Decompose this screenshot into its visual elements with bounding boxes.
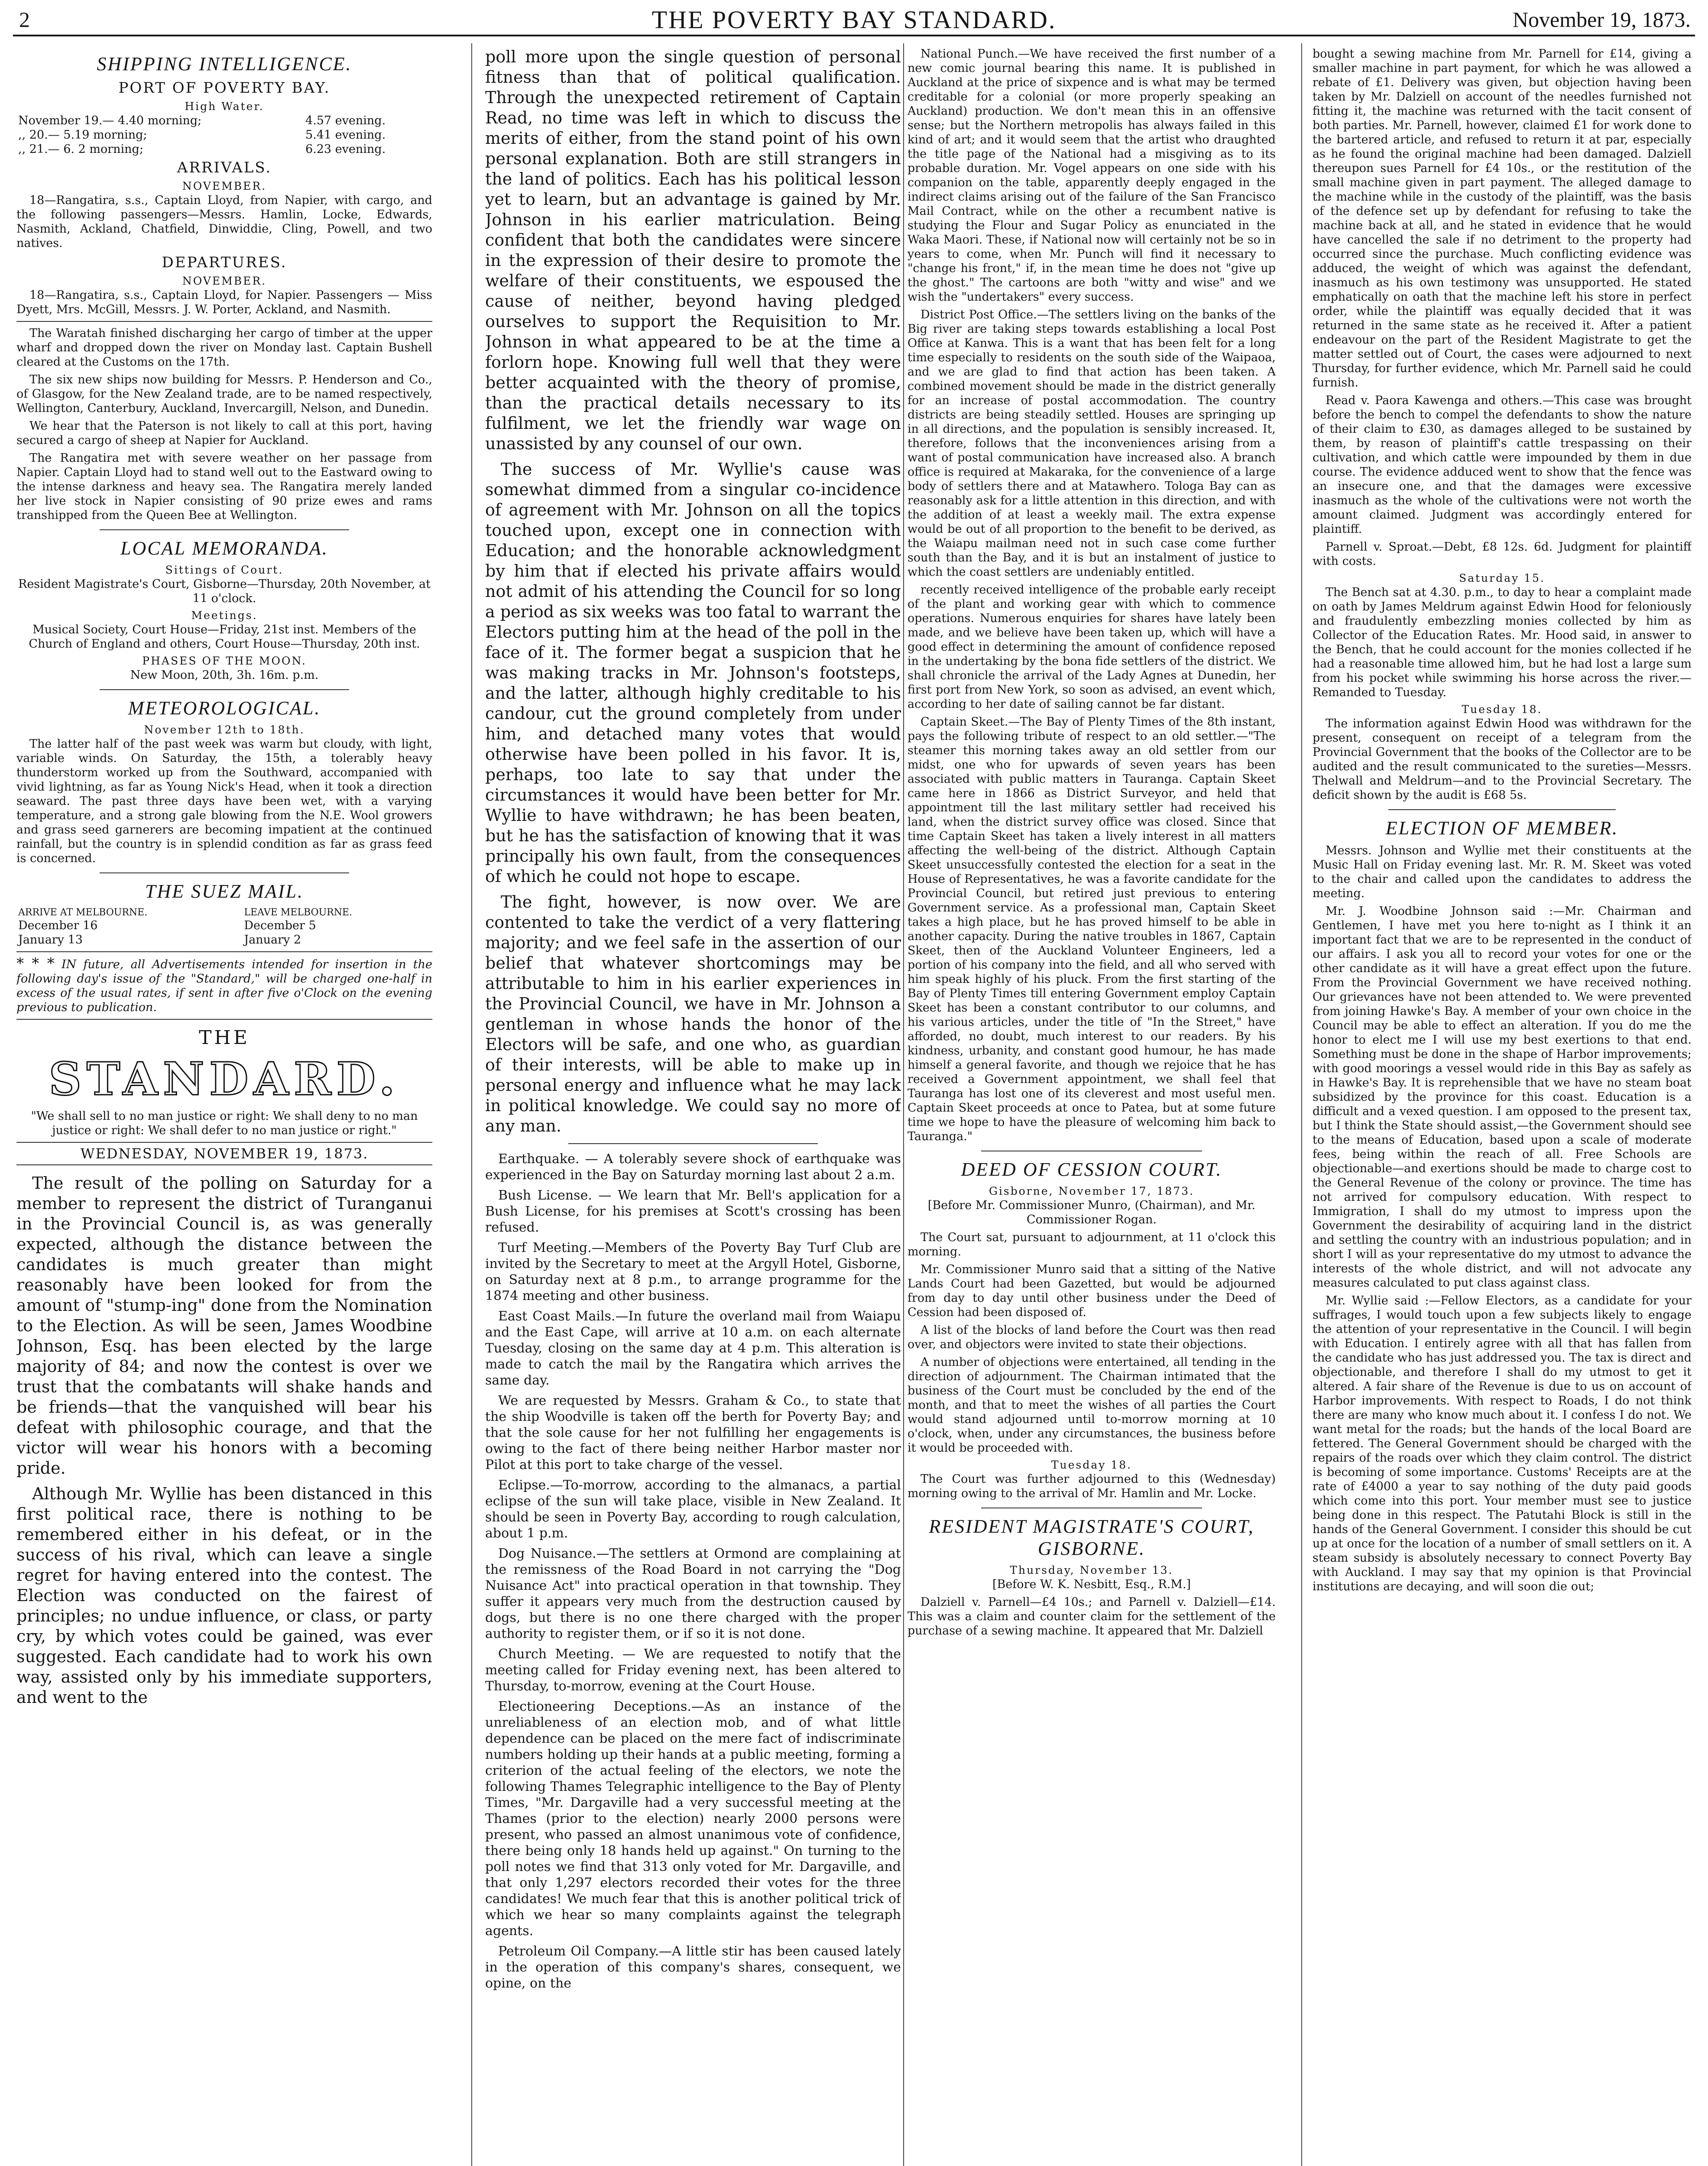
column-header: LEAVE MELBOURNE.	[244, 907, 352, 918]
suez-mail-table	[16, 907, 432, 947]
tide-morning: ,, 20.— 5.19 morning;	[18, 128, 147, 142]
departures-text: 18—Rangatira, s.s., Captain Lloyd, for Napier. Passengers — Miss Dyett, Mrs. McGill, Messrs. J. W. Porter, Ackland, and Nasmith.	[16, 289, 432, 316]
issue-date: November 19, 1873.	[1512, 7, 1691, 32]
column-1	[16, 47, 432, 2166]
column-rule	[471, 43, 472, 2166]
sittings-text: Resident Magistrate's Court, Gisborne—Thursday, 20th November, at 11 o'clock.	[18, 577, 431, 605]
editorial-paragraph: The result of the polling on Saturday for a member to represent the district of Turanganui in the Provincial Council is, as was generally expected, although the distance between the candidates is much greater than might reasonably have been looked for from the amount of "stump-ing" done from the Nomination to the Election. As will be seen, James Woodbine Johnson, Esq. has been elected by the large majority of 84; and now the contest is over we trust that the combatants will shake hands and be friends—that the vanquished will bear his defeat with philosophic courage, and that the victor will wear his honors with a becoming pride.	[16, 1174, 432, 1478]
editorial-paragraph: poll more upon the single question of personal fitness than that of political qualification. Through the unexpected retirement of Captain Read, no time was left in which to discuss the merits of either, from the stand point of his own personal explanation. Both are still strangers in the land of politics. Each has his political lesson yet to learn, but an advantage is gained by Mr. Johnson in his earlier matriculation. Being confident that both the candidates were sincere in the expression of their desire to promote the welfare of their constituents, we espoused the cause of neither, beyond having pledged ourselves to support the Requisition to Mr. Johnson in what appeared to be at the time a forlorn hope. Knowing full well that they were better acquainted with the theory of promise, than the practical details necessary to its fulfilment, we let the friendly war wage on unassisted by any counsel of our own.	[485, 47, 901, 453]
table-row	[16, 918, 432, 933]
tide-table	[16, 113, 432, 156]
arrivals-month: NOVEMBER.	[182, 180, 267, 192]
cession-paragraph: The Court sat, pursuant to adjournment, at 11 o'clock this morning.	[907, 1231, 1276, 1258]
court-case: The information against Edwin Hood was withdrawn for the present, consequent on receipt of a telegram from the Provincial Government that the books of the Collector are to be audited and the result communicated to the sureties—Messrs. Thelwall and Meldrum—and to the Provincial Secretary. The deficit shown by the audit is £68 5s.	[1313, 717, 1692, 802]
court-case: Parnell v. Sproat.—Debt, £8 12s. 6d. Judgment for plaintiff with costs.	[1313, 540, 1692, 568]
shipping-heading: SHIPPING INTELLIGENCE.	[97, 53, 352, 75]
meetings-label: Meetings.	[191, 609, 258, 622]
election-paragraph: Mr. J. Woodbine Johnson said :—Mr. Chairman and Gentlemen, I have met you here to-night as I think it an important fact that we are to be represented in the conduct of our affairs. I ask you all to record your votes for one or the other candidate as it will have a great effect upon the future. From the Provincial Government we have received nothing. Our grievances have not been attended to. We were prevented from joining Hawke's Bay. A member of your own choice in the Council may be able to effect an alteration. If you do me the honor to elect me I will use my best exertions to that end. Something must be done in the shape of Harbor improvements; with good moorings a vessel would ride in this Bay as safely as in Hawke's Bay. It is reprehensible that we have no steam boat subsidized by the province for this coast. Education is a difficult and a vexed question. I am opposed to the present tax, but I think the State should assist,—the Government should see to the means of Education, based upon a scale of moderate fees, being within the reach of all. Free Schools are objectionable—and exertions should be made to charge cost to the General Revenue of the colony or province. The time has not arrived for compulsory education. With respect to Immigration, I shall do my utmost to impress upon the Government the desirability of acquiring land in the district and settling the country with an industrious population; and in short I will as your representative do my utmost to advance the interests of the whole district, and will not advocate any measures calculated to put class against class.	[1313, 905, 1692, 1290]
news-item: Earthquake. — A tolerably severe shock of earthquake was experienced in the Bay on Saturday morning last about 2 a.m.	[485, 1151, 901, 1183]
cession-paragraph: Mr. Commissioner Munro said that a sitting of the Native Lands Court had been Gazetted, but would be adjourned from day to day until other business under the Deed of Cession had been disposed of.	[907, 1263, 1276, 1319]
table-row	[16, 113, 432, 128]
standard-nameplate: STANDARD.	[49, 1052, 400, 1106]
high-water-label: High Water.	[185, 100, 264, 113]
cession-paragraph: The Court was further adjourned to this (Wednesday) morning owing to the arrival of Mr. Hamlin and Mr. Locke.	[907, 1472, 1276, 1500]
court-case: Read v. Paora Kawenga and others.—This case was brought before the bench to compel the defendants to show the nature of their claim to £30, as damages alleged to be sustained by them, by reason of plaintiff's cattle trespassing on their cultivation, and which cattle were impounded by them in due course. The evidence adduced went to show that the fence was an insecure one, and that the damages were excessive inasmuch as the whole of the cultivations were not worth the amount claimed. Judgment was accordingly entered for plaintiff.	[1313, 394, 1692, 536]
tide-evening: 6.23 evening.	[305, 143, 386, 156]
divider	[100, 689, 349, 690]
tide-evening: 5.41 evening.	[305, 128, 386, 142]
shipping-paragraph: The Rangatira met with severe weather on her passage from Napier. Captain Lloyd had to stand well out to the Eastward owing to the intense darkness and heavy sea. The Rangatira merely landed her live stock in Napier consisting of 90 prize ewes and rams transhipped from the Queen Bee at Wellington.	[16, 451, 432, 522]
tide-evening: 4.57 evening.	[305, 114, 386, 127]
arrive-date: January 13	[18, 933, 83, 947]
news-item: Petroleum Oil Company.—A little stir has been caused lately in the operation of this company's shares, consequent, we opine, on the	[485, 1944, 901, 1991]
moon-phases-label: PHASES OF THE MOON.	[142, 655, 307, 667]
election-heading: ELECTION OF MEMBER.	[1385, 817, 1619, 839]
table-row	[16, 128, 432, 142]
column-rule	[1301, 43, 1302, 2166]
divider	[100, 872, 349, 873]
news-item: We are requested by Messrs. Graham & Co., to state that the ship Woodville is taken off the berth for Poverty Bay; and that the sole cause for her not fulfilling her engagements is owing to the fact of there being neither Harbor master nor Pilot at this port to take charge of the vessel.	[485, 1393, 901, 1472]
cession-paragraph: A number of objections were entertained, all tending in the direction of adjournment. The Chairman intimated that the business of the Court must be concluded by the end of the month, and that to meet the wishes of all parties the Court would stand adjourned until to-morrow morning at 10 o'clock, when, under any circumstances, the business before it would be proceeded with.	[907, 1355, 1276, 1455]
tuesday-label: Tuesday 18.	[1462, 703, 1543, 716]
resident-bench: [Before W. K. Nesbitt, Esq., R.M.]	[992, 1578, 1191, 1591]
news-item: Church Meeting. — We are requested to notify that the meeting called for Friday evening next, has been altered to Thursday, to-morrow, evening at the Court House.	[485, 1647, 901, 1694]
leave-date: December 5	[244, 919, 316, 932]
divider	[16, 321, 432, 322]
asterism-mark: * * *	[16, 955, 55, 972]
court-case: Dalziell v. Parnell—£4 10s.; and Parnell v. Dalziell—£14. This was a claim and counter claim for the settlement of the purchase of a sewing machine. It appeared that Mr. Dalziell	[907, 1595, 1276, 1637]
column-2	[485, 47, 901, 2166]
news-item: Turf Meeting.—Members of the Poverty Bay Turf Club are invited by the Secretary to meet at the Argyll Hotel, Gisborne, on Saturday next at 8 p.m., to arrange programme for the 1874 meeting and other business.	[485, 1240, 901, 1303]
shipping-paragraph: The six new ships now building for Messrs. P. Henderson and Co., of Glasgow, for the New Zealand trade, are to be named respectively, Wellington, Canterbury, Auckland, Invercargill, Nelson, and Dunedin.	[16, 373, 432, 415]
column-header: ARRIVE AT MELBOURNE.	[18, 907, 148, 918]
notice-text: IN future, all Advertisements intended for insertion in the following day's issue of the "Standard," will be charged one-half in excess of the usual rates, if sent in after five o'Clock on the evening previous to publication.	[16, 958, 432, 1014]
suez-mail-heading: THE SUEZ MAIL.	[145, 881, 304, 902]
editorial-dateline: WEDNESDAY, NOVEMBER 19, 1873.	[16, 1142, 432, 1165]
cession-bench: [Before Mr. Commissioner Munro, (Chairman), and Mr. Commissioner Rogan.	[927, 1199, 1256, 1226]
leave-date: January 2	[244, 933, 301, 947]
newspaper-title: THE POVERTY BAY STANDARD.	[651, 6, 1057, 34]
departures-heading: DEPARTURES.	[162, 254, 287, 271]
shipping-paragraph: We hear that the Paterson is not likely to call at this port, having secured a cargo of sheep at Napier for Auckland.	[16, 419, 432, 447]
tide-morning: ,, 21.— 6. 2 morning;	[18, 143, 143, 156]
advertisement-notice	[16, 957, 432, 1015]
local-memoranda-heading: LOCAL MEMORANDA.	[120, 538, 328, 559]
standard-the: THE	[199, 1027, 250, 1049]
news-item: National Punch.—We have received the first number of a new comic journal bearing this name. It is published in Auckland at the price of sixpence and is what may be termed creditable for a colonial (or more properly speaking an Auckland) production. We don't mean this in an offensive sense; but the Northern metropolis has always failed in this kind of art; and it would seem that the artist who draughted the title page of the National had a misgiving as to its probable duration. Mr. Vogel appears on one side with his companion on the table, apparently deeply engaged in the indirect claims arising out of the failure of the San Francisco Mail Contract, while on the other a recumbent native is studying the Flour and Sugar Policy as enunciated in the Waka Maori. These, if National now will certainly not be so in years to come, when Mr. Punch will find it necessary to "change his front," if, in the mean time he does not "give up the ghost." The cartoons are both "witty and wise" and we wish the "undertakers" every success.	[907, 47, 1276, 304]
news-item: Dog Nuisance.—The settlers at Ormond are complaining at the remissness of the Road Board in not carrying the "Dog Nuisance Act" into practical operation in that township. They suffer it appears very much from the destruction caused by dogs, but there is no one there charged with the proper authority to register them, or if so it is not done.	[485, 1546, 901, 1641]
court-case: The Bench sat at 4.30. p.m., to day to hear a complaint made on oath by James Meldrum against Edwin Hood for feloniously and fraudulently embezzling monies collected by him as Collector of the Education Rates. Mr. Hood said, in answer to the Bench, that he could account for the monies collected if he had a reasonable time allowed him, but he had lost a large sum from his pocket while swimming his horse across the river.—Remanded to Tuesday.	[1313, 586, 1692, 699]
meteorological-text: The latter half of the past week was warm but cloudy, with light, variable winds. On Saturday, the 15th, a tolerably heavy thunderstorm worked up from the Southward, accompanied with vivid lightning, as far as Young Nick's Head, when it took a direction seaward. The past three days have been wet, with a varying temperature, and a strong gale blowing from the N.E. Wool growers and grass seed garnerers are becoming impatient at the continued rainfall, but the country is in splendid condition as far as grass feed is concerned.	[16, 737, 432, 865]
table-row	[16, 933, 432, 947]
port-heading: PORT OF POVERTY BAY.	[118, 79, 331, 97]
divider	[16, 1019, 432, 1020]
moon-phases-text: New Moon, 20th, 3h. 16m. p.m.	[130, 668, 319, 682]
page-header	[13, 4, 1695, 36]
resident-magistrate-heading: RESIDENT MAGISTRATE'S COURT, GISBORNE.	[929, 1516, 1254, 1559]
tide-morning: November 19.— 4.40 morning;	[18, 114, 202, 127]
news-item: recently received intelligence of the probable early receipt of the plant and working gear with which to commence operations. Numerous enquiries for shares have lately been made, and we believe have been taken up, which will have a good effect in determining the amount of confidence reposed in the undertaking by the bona fide settlers of the district. We shall chronicle the arrival of the Lady Agnes at Dunedin, her first port from New York, so soon as advised, an event which, according to her date of sailing cannot be far distant.	[907, 583, 1276, 711]
divider	[1388, 809, 1616, 810]
election-paragraph: Messrs. Johnson and Wyllie met their constituents at the Music Hall on Friday evening last. Mr. R. M. Skeet was voted to the chair and called upon the candidates to address the meeting.	[1313, 844, 1692, 900]
column-rule	[903, 43, 904, 2166]
divider	[100, 529, 349, 530]
news-item: Eclipse.—To-morrow, according to the almanacs, a partial eclipse of the sun will take place, visible in New Zealand. It should be seen in Poverty Bay, according to rough calculation, about 1 p.m.	[485, 1478, 901, 1541]
column-3	[907, 47, 1276, 2166]
editorial-paragraph: Although Mr. Wyllie has been distanced in this first political race, there is nothing to be remembered either in his defeat, or in the success of his rival, which can leave a single regret for having entered into the contest. The Election was conducted on the fairest of principles; no undue influence, or class, or party cry, by which votes could be gained, was ever suggested. Each candidate had to work his own way, assisted only by his immediate supporters, and went to the	[16, 1484, 432, 1707]
saturday-label: Saturday 15.	[1459, 572, 1545, 584]
arrivals-heading: ARRIVALS.	[177, 159, 272, 176]
meteorological-heading: METEOROLOGICAL.	[128, 697, 321, 719]
divider	[568, 1143, 818, 1144]
editorial-paragraph: The success of Mr. Wyllie's cause was somewhat dimmed from a singular co-incidence of agreement with Mr. Johnson on all the topics touched upon, except one in connection with Education; and the honorable acknowledgment by him that if elected his private affairs would not admit of his attending the Council for so long a period as six weeks was too fatal to warrant the Electors putting him at the head of the poll in the face of it. The former begat a suspicion that he was making tracks in Mr. Johnson's footsteps, and the latter, although highly creditable to his candour, cut the ground completely from under him, and detached many votes that would otherwise have been polled in his favor. It is, perhaps, too late to say that under the circumstances it would have been better for Mr. Wyllie to have withdrawn; he has been beaten, but he has the satisfaction of knowing that it was principally his own fault, from the consequences of which he could not hope to escape.	[485, 460, 901, 886]
column-4	[1313, 47, 1692, 2166]
meetings-text: Musical Society, Court House—Friday, 21st inst. Members of the Church of England and others, Court House—Thursday, 20th inst.	[29, 623, 420, 651]
court-case: bought a sewing machine from Mr. Parnell for £14, giving a smaller machine in part payment, for which he was allowed a rebate of £1. Delivery was given, but objection having been taken by Mr. Dalziell on account of the needles furnished not fitting it, the machine was returned with the tacit consent of both parties. Mr. Parnell, however, claimed £1 for work done to the bartered article, and refused to return it at par, especially as he found the original machine had been damaged. Dalziell thereupon sues Parnell for £4 10s., or the restitution of the small machine given in part payment. The alleged damage to the machine while in the custody of the plaintiff, was the basis of the defence set up by defendant for refusing to take the machine back at all, and he stated in evidence that he would have cancelled the sale if no detriment to the property had occurred since the purchase. Much conflicting evidence was adduced, the weight of which was against the defendant, inasmuch as his own testimony was unsupported. He stated emphatically on oath that the machine left his store in perfect order, while the plaintiff was equally decided that it was returned in the same state as he received it. After a patient endeavour on the part of the Resident Magistrate to get the matter settled out of Court, the cases were adjourned to next Thursday, for further evidence, which Mr. Parnell said he could furnish.	[1313, 47, 1692, 389]
arrive-date: December 16	[18, 919, 98, 932]
page-number: 2	[19, 7, 30, 32]
standard-motto: "We shall sell to no man justice or right: We shall deny to no man justice or right: We shall defer to no man justice or right."	[31, 1109, 418, 1137]
editorial-paragraph: The fight, however, is now over. We are contented to take the verdict of a very flattering majority; and we feel safe in the assertion of our belief that whatever shortcomings may be attributable to him in his earlier experiences in the Provincial Council, we have in Mr. Johnson a gentleman in whose hands the honor of the Electors will be safe, and one who, as guardian of their interests, will be able to make up in personal energy and influence what he may lack in political knowledge. We could say no more of any man.	[485, 892, 901, 1135]
cession-dateline: Gisborne, November 17, 1873.	[989, 1185, 1195, 1197]
news-item: East Coast Mails.—In future the overland mail from Waiapu and the East Cape, will arrive at 10 a.m. on each alternate Tuesday, closing on the same day at 4 p.m. This alteration is made to catch the mail by the Rangatira which arrives the same day.	[485, 1309, 901, 1388]
divider	[16, 951, 432, 952]
news-item: District Post Office.—The settlers living on the banks of the Big river are taking steps towards establishing a local Post Office at Kanwa. This is a want that has been felt for a long time especially to residents on the south side of the Waipaoa, and we are glad to find that action has been taken. A combined movement should be made in the district generally for an increase of postal accommodation. The country districts are being steadily settled. Houses are springing up in all directions, and the population is sensibly increased. It, therefore, follows that the inconveniences arising from a want of postal communication have increased also. A branch office is required at Makaraka, for the convenience of a large body of settlers there and at Matawhero. Tologa Bay can as reasonably ask for a little attention in this direction, and with the addition of at least a weekly mail. The extra expense would be out of all proportion to the benefit to be derived, as the Waiapu mailman need not in such case come further south than the Bay, and it is but an instalment of justice to which the coast settlers are undeniably entitled.	[907, 308, 1276, 579]
news-item: Electioneering Deceptions.—As an instance of the unreliableness of an election mob, and of what little dependence can be placed on the mere fact of indiscriminate numbers holding up their hands at a public meeting, forming a criterion of the actual feeling of the electors, we note the following Thames Telegraphic intelligence to the Bay of Plenty Times, "Mr. Dargaville had a very successful meeting at the Thames (prior to the election) nearly 2000 persons were present, who passed an almost unanimous vote of confidence, there being only 18 hands held up against." On turning to the poll notes we find that 313 only voted for Mr. Dargaville, and that only 1,297 electors recorded their votes for the three candidates! We much fear that this is another political trick of which we hear so many complaints against the telegraph agents.	[485, 1699, 901, 1939]
departures-month: NOVEMBER.	[182, 275, 267, 287]
meteorological-range: November 12th to 18th.	[144, 723, 305, 736]
sittings-label: Sittings of Court.	[165, 564, 284, 576]
deed-of-cession-heading: DEED OF CESSION COURT.	[961, 1159, 1222, 1180]
shipping-paragraph: The Waratah finished discharging her cargo of timber at the upper wharf and dropped down the river on Monday last. Captain Bushell cleared at the Customs on the 17th.	[16, 327, 432, 369]
cession-tuesday: Tuesday 18.	[1051, 1459, 1132, 1471]
news-item: Captain Skeet.—The Bay of Plenty Times of the 8th instant, pays the following tribute of respect to an old settler.—"The steamer this morning takes away an old settler from our midst, one who for upwards of seven years has been associated with public matters in Tauranga. Captain Skeet came here in 1866 as District Surveyor, and held that appointment till the last military settler had received his land, when the district survey office was closed. Since that time Captain Skeet has taken a lively interest in all matters affecting the well-being of the district. Although Captain Skeet unsuccessfully contested the election for a seat in the House of Representatives, he was a favorite candidate for the Provincial Council, but retired just previous to entering Government service. As a professional man, Captain Skeet takes a high place, but he has proved himself to be able in another capacity. During the native troubles in 1867, Captain Skeet, then of the Auckland Volunteer Engineers, led a portion of his company into the field, and all who served with him speak highly of his pluck. From the first starting of the Bay of Plenty Times till entering Government employ Captain Skeet has been a constant contributor to our columns, and his various articles, under the title of "In the Street," have afforded, no doubt, much interest to our readers. By his kindness, urbanity, and constant good humour, he has made himself a general favorite, and though we rejoice that he has received a Government appointment, we shall feel that Tauranga has lost one of its cleverest and most useful men. Captain Skeet proceeds at once to Patea, but at some future time we hope to have the pleasure of welcoming him back to Tauranga."	[907, 715, 1276, 1143]
resident-dateline: Thursday, November 13.	[1010, 1564, 1173, 1576]
cession-paragraph: A list of the blocks of land before the Court was then read over, and objectors were invited to state their objections.	[907, 1323, 1276, 1351]
arrivals-text: 18—Rangatira, s.s., Captain Lloyd, from Napier, with cargo, and the following passengers—Messrs. Hamlin, Locke, Edwards, Nasmith, Ackland, Chatfield, Dinwiddie, Cling, Powell, and two natives.	[16, 194, 432, 250]
table-row	[16, 142, 432, 156]
news-item: Bush License. — We learn that Mr. Bell's application for a Bush License, for his premises at Scott's crossing has been refused.	[485, 1188, 901, 1235]
table-header-row	[16, 907, 432, 918]
election-paragraph: Mr. Wyllie said :—Fellow Electors, as a candidate for your suffrages, I would touch upon a few subjects likely to engage the attention of your representative in the Council. I will begin with Education. I entirely agree with all that has fallen from the candidate who has just addressed you. The tax is direct and objectionable, and therefore I shall do my utmost to get it altered. A fair share of the Revenue is due to us on account of Harbor improvements. With respect to Roads, I do not think there are many who know much about it. I confess I do not. We want metal for the roads; but the hands of the local Board are fettered. The General Government should be charged with the repairs of the roads over which they claim control. The district is becoming of some importance. Customs' Receipts are at the rate of £4000 a year to say nothing of the duty paid goods which come into this port. Your member must see to justice being done in this respect. The Patutahi Block is still in the hands of the General Government. I consider this should be cut up at once for the location of a number of small settlers on it. A steam subsidy is absolutely necessary to connect Poverty Bay with Auckland. I may say that my opinion is that Provincial institutions are decaying, and will soon die out;	[1313, 1294, 1692, 1593]
